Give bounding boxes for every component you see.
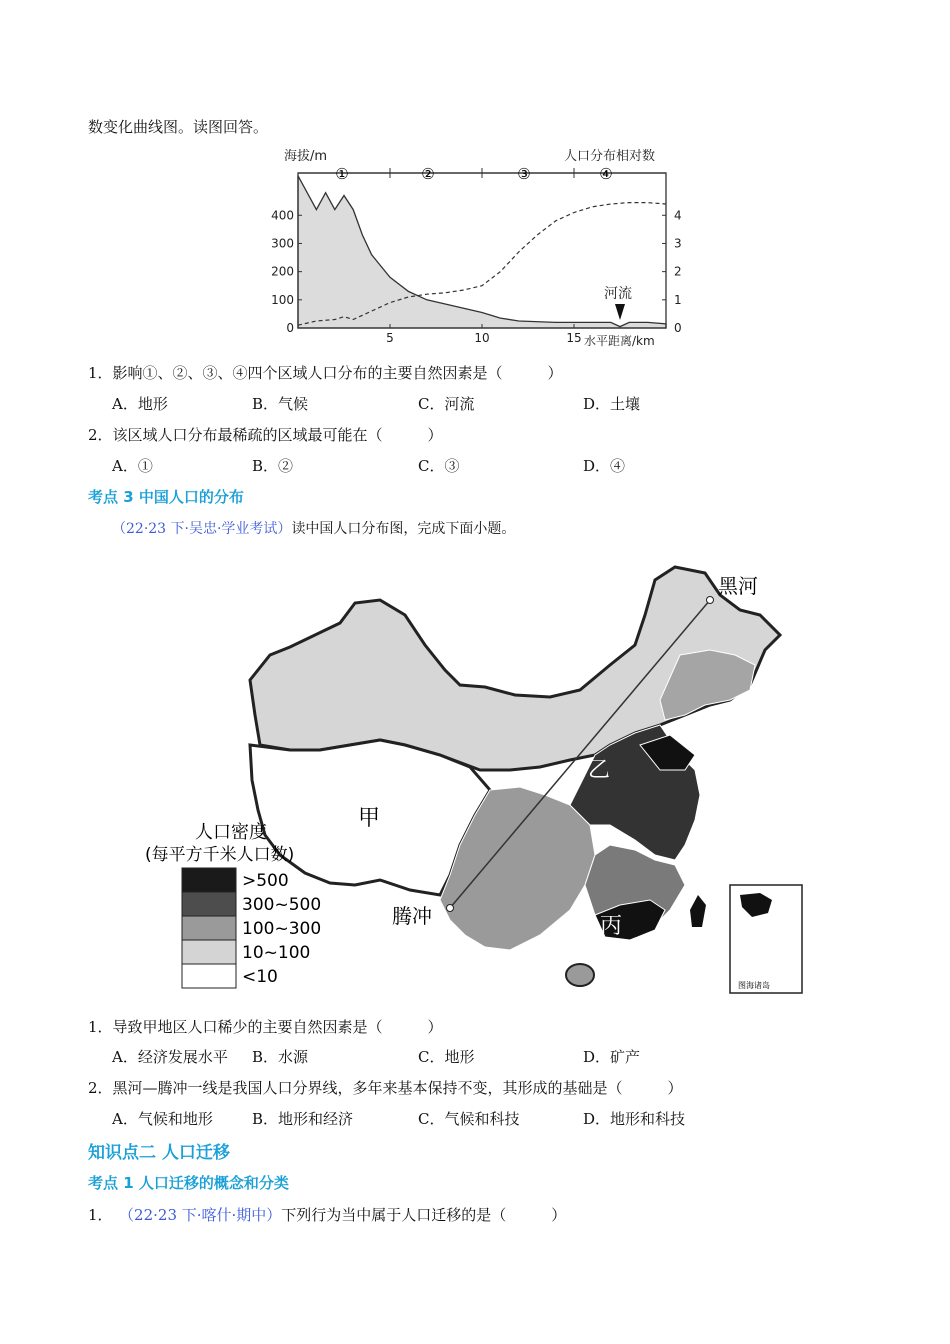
y2-tick-label: 0 — [674, 321, 682, 335]
label-yi: 乙 — [588, 758, 611, 783]
label-heihe: 黑河 — [718, 574, 758, 598]
legend-swatch — [182, 940, 236, 964]
option-d[interactable]: D．土壤 — [583, 395, 641, 413]
legend-label: 10~100 — [242, 943, 311, 963]
y-tick-label: 400 — [271, 208, 294, 223]
legend-swatch — [182, 892, 236, 916]
x-tick-label: 10 — [474, 331, 490, 345]
x-tick-label: 15 — [566, 331, 582, 345]
question-number: 2． — [88, 1079, 113, 1097]
label-tengchong: 腾冲 — [392, 904, 432, 928]
region-label-3: ③ — [517, 165, 531, 183]
y2-tick-label: 1 — [674, 292, 682, 307]
question-number: 1． — [88, 364, 113, 382]
intro-text: 读中国人口分布图，完成下面小题。 — [291, 521, 516, 537]
legend-swatch — [182, 916, 236, 940]
intro-text: 数变化曲线图。读图回答。 — [88, 118, 269, 136]
question-text: 黑河—腾冲一线是我国人口分界线，多年来基本保持不变，其形成的基础是（ ） — [112, 1079, 683, 1097]
river-marker-icon — [615, 304, 625, 320]
legend — [182, 868, 321, 988]
elevation-population-chart — [262, 140, 702, 355]
inset-label: 图海诸岛 — [738, 981, 770, 990]
option-b[interactable]: B．地形和经济 — [252, 1110, 354, 1128]
chart-plot-area — [271, 168, 682, 345]
y2-tick-label: 2 — [674, 264, 682, 279]
option-c[interactable]: C．气候和科技 — [418, 1110, 520, 1128]
question-3 — [88, 1016, 443, 1037]
legend-swatch — [182, 964, 236, 988]
question-4 — [88, 1077, 683, 1098]
y-tick-label: 0 — [286, 321, 294, 335]
knowledge-2-title: 知识点二 人口迁移 — [88, 1143, 230, 1163]
map-taiwan — [690, 895, 706, 927]
option-b[interactable]: B．气候 — [252, 395, 309, 413]
option-c[interactable]: C．③ — [418, 457, 460, 475]
option-a[interactable]: A．气候和地形 — [112, 1110, 213, 1128]
chart-ylabel: 海拔/m — [284, 149, 328, 164]
tengchong-point — [447, 905, 454, 912]
source-tag: （22·23 下·喀什·期中） — [126, 1206, 282, 1224]
region-label-4: ④ — [599, 165, 613, 183]
river-label: 河流 — [604, 286, 632, 302]
option-b[interactable]: B．水源 — [252, 1048, 309, 1066]
question-1 — [88, 362, 563, 383]
option-a[interactable]: A．地形 — [112, 395, 168, 413]
chart-xlabel: 水平距离/km — [584, 334, 655, 348]
y-tick-label: 300 — [271, 236, 294, 251]
y2-tick-label: 3 — [674, 236, 682, 251]
question-5 — [88, 1204, 566, 1225]
option-d[interactable]: D．地形和科技 — [583, 1110, 686, 1128]
question-2 — [88, 424, 443, 445]
y-tick-label: 100 — [271, 292, 294, 307]
question-number: 1． — [88, 1018, 113, 1036]
legend-label: 300~500 — [242, 895, 322, 915]
y-tick-label: 200 — [271, 264, 294, 279]
legend-subtitle: (每平方千米人口数) — [145, 845, 295, 865]
x-tick-label: 5 — [386, 331, 394, 345]
question-text: 影响①、②、③、④四个区域人口分布的主要自然因素是（ ） — [112, 364, 563, 382]
question-text: 导致甲地区人口稀少的主要自然因素是（ ） — [112, 1018, 443, 1036]
question-number: 2． — [88, 426, 113, 444]
label-bing: 丙 — [600, 914, 623, 939]
option-a[interactable]: A．经济发展水平 — [112, 1048, 228, 1066]
label-jia: 甲 — [358, 806, 381, 831]
y2-tick-label: 4 — [674, 208, 682, 223]
chart-y2label: 人口分布相对数 — [564, 149, 656, 164]
section-migration-title: 考点 1 人口迁移的概念和分类 — [88, 1174, 289, 1192]
heihe-point — [707, 597, 714, 604]
option-b[interactable]: B．② — [252, 457, 294, 475]
legend-label: >500 — [242, 871, 289, 891]
legend-title: 人口密度 — [195, 822, 267, 843]
option-a[interactable]: A．① — [112, 457, 153, 475]
legend-label: 100~300 — [242, 919, 322, 939]
question-text: 该区域人口分布最稀疏的区域最可能在（ ） — [112, 426, 443, 444]
source-tag: （22·23 下·吴忠·学业考试） — [112, 521, 292, 537]
section-3-title: 考点 3 中国人口的分布 — [88, 488, 244, 506]
region-label-1: ① — [335, 165, 349, 183]
option-c[interactable]: C．地形 — [418, 1048, 475, 1066]
question-text: 下列行为当中属于人口迁移的是（ ） — [281, 1206, 567, 1224]
legend-swatch — [182, 868, 236, 892]
region-label-2: ② — [421, 165, 435, 183]
option-d[interactable]: D．矿产 — [583, 1048, 641, 1066]
section-3-intro — [112, 518, 515, 538]
elevation-area — [298, 176, 666, 328]
china-population-map — [140, 555, 820, 1000]
legend-label: <10 — [242, 967, 278, 987]
question-number: 1． — [88, 1206, 113, 1224]
region-labels — [335, 165, 612, 183]
option-c[interactable]: C．河流 — [418, 395, 475, 413]
map-hainan — [566, 964, 594, 986]
option-d[interactable]: D．④ — [583, 457, 626, 475]
